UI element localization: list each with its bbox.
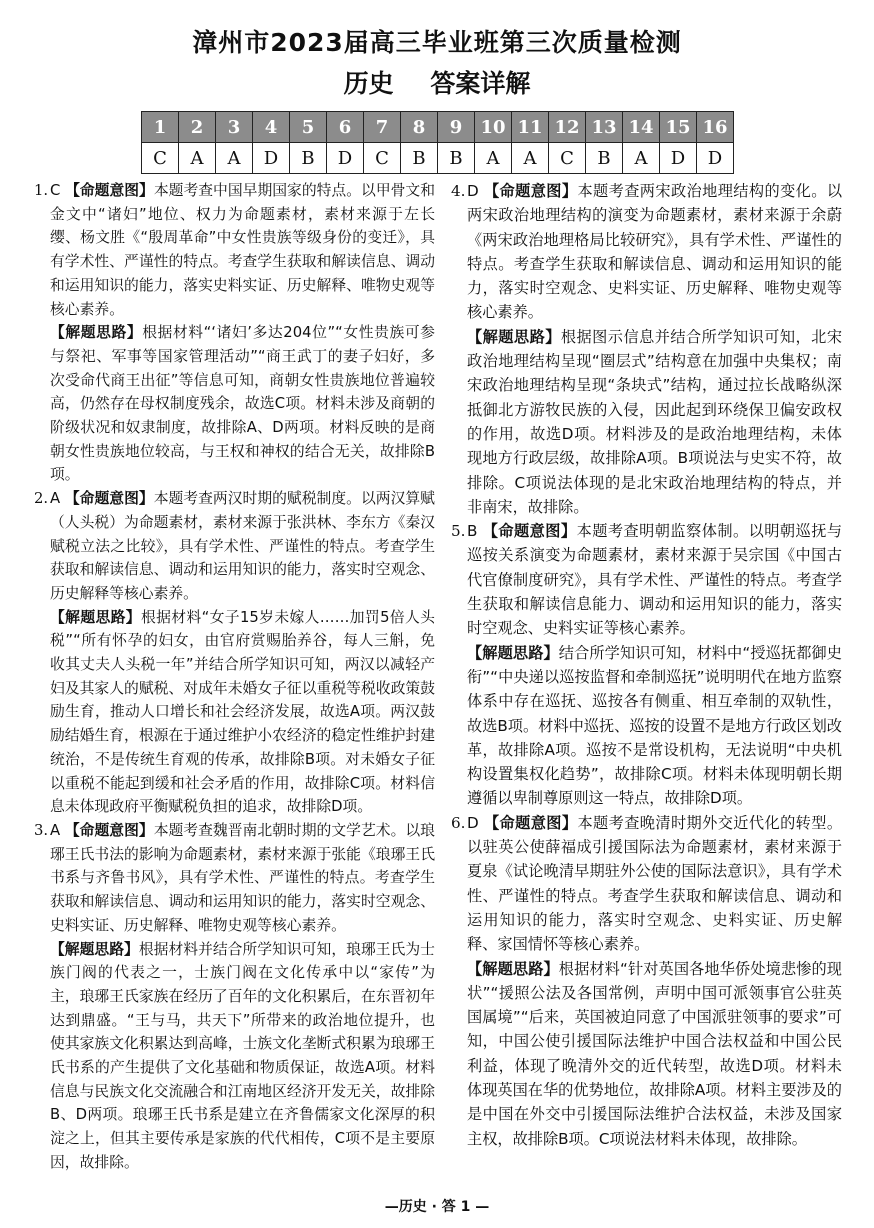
left-column (34, 179, 435, 1175)
intent-paragraph (34, 819, 435, 938)
question-number-cell: 9 (438, 112, 475, 143)
question-number: 4. (451, 182, 466, 200)
question-number-cell: 2 (179, 112, 216, 143)
answer-letter: D (467, 182, 479, 200)
answer-row (142, 143, 734, 174)
right-column (451, 179, 842, 1151)
approach-paragraph (50, 938, 435, 1175)
answer-cell: A (512, 143, 549, 174)
intent-paragraph (451, 811, 843, 957)
question-number-cell: 14 (623, 112, 660, 143)
answer-explanation-item (34, 819, 435, 1175)
answer-letter: D (467, 813, 479, 832)
answer-letter: B (467, 522, 478, 541)
approach-paragraph (50, 606, 435, 819)
question-number-cell: 11 (512, 112, 549, 143)
question-number-cell: 12 (549, 112, 586, 143)
question-number-cell: 7 (364, 112, 401, 143)
intent-tag: 【命题意图】 (483, 813, 578, 832)
answer-cell: A (623, 143, 660, 174)
intent-text: 本题考查中国早期国家的特点。以甲骨文和金文中“诸妇”地位、权力为命题素材，素材来源于左长缨、杨文胜《“殷周革命”中女性贵族等级身份的变迁》，具有学术性、严谨性的特点。考查学生获取和解读信息、调动和运用知识的能力，落实史料实证、历史解释、唯物史观等核心素养。 (50, 182, 436, 318)
answer-letter: A (50, 490, 61, 508)
question-number-cell: 13 (586, 112, 623, 143)
answer-explanation-item (34, 179, 435, 487)
question-number: 5. (451, 522, 466, 541)
question-number: 1. (34, 182, 49, 199)
intent-tag: 【命题意图】 (64, 490, 154, 508)
answer-cell: A (216, 143, 253, 174)
approach-tag: 【解题思路】 (50, 940, 139, 958)
page-footer: —历史 · 答 1 — (384, 1199, 490, 1215)
intent-tag: 【命题意图】 (483, 182, 578, 200)
approach-tag: 【解题思路】 (467, 959, 559, 978)
approach-tag: 【解题思路】 (467, 643, 559, 662)
intent-tag: 【命题意图】 (482, 522, 577, 541)
intent-paragraph (34, 179, 436, 321)
intent-text: 本题考查明朝监察体制。以明朝巡抚与巡按关系演变为命题素材，素材来源于吴宗国《中国古代官僚制度研究》，具有学术性、严谨性的特点。考查学生获取和解读信息能力、调动和运用知识的能力，落实时空观念、史料实证等核心素养。 (467, 522, 843, 638)
answer-explanation-item (451, 811, 842, 1151)
page-subtitle (0, 67, 874, 101)
answer-cell: B (401, 143, 438, 174)
answer-cell: B (290, 143, 327, 174)
question-number-cell: 15 (660, 112, 697, 143)
approach-tag: 【解题思路】 (50, 324, 143, 342)
intent-paragraph (451, 519, 843, 640)
intent-text: 本题考查晚清时期外交近代化的转型。以驻英公使薛福成引援国际法为命题素材，素材来源于夏泉《试论晚清早期驻外公使的国际法意识》，具有学术性、严谨性的特点。考查学生获取和解读信息、调动和运用知识的能力，落实时空观念、史料实证、历史解释、家国情怀等核心素养。 (467, 813, 843, 954)
answer-cell: C (549, 143, 586, 174)
question-number-cell: 6 (327, 112, 364, 143)
answer-cell: D (253, 143, 290, 174)
intent-tag: 【命题意图】 (64, 821, 154, 839)
approach-text: 根据材料“女子15岁未嫁人……加罚5倍人头税”“所有怀孕的妇女，由官府赏赐胎养谷，每人三斛，免收其丈夫人头税一年”并结合所学知识可知，两汉以减轻产妇及其家人的赋税、对成年未婚女子征以重税等税收政策鼓励生育，推动人口增长和社会经济发展，故选A项。两汉鼓励结婚生育，根源在于通过维护小农经济的稳定性维护封建统治，不是传统生育观的传承，故排除B项。对未婚女子征以重税不能起到缓和社会矛盾的作用，故排除C项。材料信息未体现政府平衡赋税负担的追求，故排除D项。 (50, 608, 435, 816)
subject-label: 历史 (343, 69, 394, 98)
answer-cell: A (475, 143, 512, 174)
answer-explanation-item (34, 487, 435, 819)
intent-text: 本题考查魏晋南北朝时期的文学艺术。以琅琊王氏书法的影响为命题素材，素材来源于张能《琅琊王氏书系与齐鲁书风》，具有学术性、严谨性的特点。考查学生获取和解读信息、调动和运用知识的能力，落实时空观念、史料实证、历史解释、唯物史观等核心素养。 (50, 821, 435, 934)
approach-text: 根据材料并结合所学知识可知，琅琊王氏为士族门阀的代表之一，士族门阀在文化传承中以“家传”为主，琅琊王氏家族在经历了百年的文化积累后，在东晋初年达到鼎盛。“王与马，共天下”所带来的政治地位提升，也使其家族文化积累达到高峰，士族文化垄断式积累为琅琊王氏书系的产生提供了文化基础和物质保证，故选A项。材料信息与民族文化交流融合和江南地区经济开发无关，故排除B、D两项。琅琊王氏书系是建立在齐鲁儒家文化深厚的积淀之上，但其主要传承是家族的代代相传，C项不是主要原因，故排除。 (50, 940, 435, 1171)
page-title: 漳州市2023届高三毕业班第三次质量检测 (192, 28, 682, 57)
question-number: 6. (451, 813, 466, 832)
question-number-cell: 10 (475, 112, 512, 143)
answer-cell: B (586, 143, 623, 174)
answer-letter: A (50, 821, 61, 839)
question-number-cell: 8 (401, 112, 438, 143)
intent-text: 本题考查两汉时期的赋税制度。以两汉算赋（人头税）为命题素材，素材来源于张洪林、李东方《秦汉赋税立法之比较》，具有学术性、严谨性的特点。考查学生获取和解读信息、调动和运用知识的能力，落实时空观念、历史解释等核心素养。 (50, 490, 435, 602)
question-number: 3. (34, 821, 49, 839)
approach-text: 结合所学知识可知，材料中“授巡抚都御史衔”“中央递以巡按监督和牵制巡抚”说明明代在地方监察体系中存在巡抚、巡按各有侧重、相互牵制的双轨性，故选B项。材料中巡抚、巡按的设置不是地方行政区划改革，故排除A项。巡按不是常设机构，无法说明“中央机构设置集权化趋势”，故排除C项。材料未体现明朝长期遵循以卑制尊原则这一特点，故排除D项。 (467, 643, 842, 808)
answer-letter: C (50, 182, 61, 199)
approach-text: 根据材料“‘诸妇’多达204位”“女性贵族可参与祭祀、军事等国家管理活动”“商王武丁的妻子妇好，多次受命代商王出征”等信息可知，商朝女性贵族地位普遍较高，仍然存在母权制度残余，故选C项。材料未涉及商朝的阶级状况和奴隶制度，故排除A、D两项。材料反映的是商朝女性贵族地位较高，与王权和神权的结合无关，故排除B项。 (50, 324, 435, 484)
approach-tag: 【解题思路】 (50, 608, 141, 626)
question-number-cell: 16 (697, 112, 734, 143)
question-number-cell: 1 (142, 112, 179, 143)
intent-tag: 【命题意图】 (65, 182, 154, 199)
answer-cell: C (364, 143, 401, 174)
approach-paragraph (467, 325, 842, 519)
intent-text: 本题考查两宋政治地理结构的变化。以两宋政治地理结构的演变为命题素材，素材来源于余蔚《两宋政治地理格局比较研究》，具有学术性、严谨性的特点。考查学生获取和解读信息、调动和运用知识的能力，落实时空观念、史料实证、历史解释、唯物史观等核心素养。 (467, 182, 843, 322)
answer-cell: A (179, 143, 216, 174)
approach-text: 根据材料“针对英国各地华侨处境悲惨的现状”“援照公法及各国常例，声明中国可派领事官公驻英国属境”“后来，英国被迫同意了中国派驻领事的要求”可知，中国公使引援国际法维护中国合法权益和中国公民利益，体现了晚清外交的近代转型，故选D项。材料未体现英国在华的优势地位，故排除A项。材料主要涉及的是中国在外交中引援国际法维护合法权益，未涉及国家主权，故排除B项。C项说法材料未体现，故排除。 (467, 959, 842, 1148)
doc-type-label: 答案详解 (430, 69, 531, 98)
question-number-row (142, 112, 734, 143)
answer-cell: D (327, 143, 364, 174)
question-number-cell: 3 (216, 112, 253, 143)
intent-paragraph (451, 179, 843, 325)
approach-tag: 【解题思路】 (467, 327, 561, 346)
approach-paragraph (50, 321, 435, 487)
approach-text: 根据图示信息并结合所学知识可知，北宋政治地理结构呈现“圈层式”结构意在加强中央集权；南宋政治地理结构呈现“条块式”结构，通过拉长战略纵深抵御北方游牧民族的入侵，因此起到环绕保卫偏安政权的作用，故选D项。材料涉及的是政治地理结构，未体现地方行政层级，故排除A项。B项说法与史实不符，故排除。C项说法体现的是北宋政治地理结构的特点，并非南宋，故排除。 (467, 327, 843, 516)
answer-key-table (141, 111, 734, 174)
approach-paragraph (467, 957, 842, 1151)
question-number-cell: 5 (290, 112, 327, 143)
answer-cell: B (438, 143, 475, 174)
answer-explanation-item (451, 519, 842, 811)
question-number: 2. (34, 490, 49, 508)
intent-paragraph (34, 487, 435, 606)
question-number-cell: 4 (253, 112, 290, 143)
answer-cell: D (697, 143, 734, 174)
approach-paragraph (467, 641, 842, 811)
answer-cell: D (660, 143, 697, 174)
answer-cell: C (142, 143, 179, 174)
answer-explanation-item (451, 179, 842, 519)
